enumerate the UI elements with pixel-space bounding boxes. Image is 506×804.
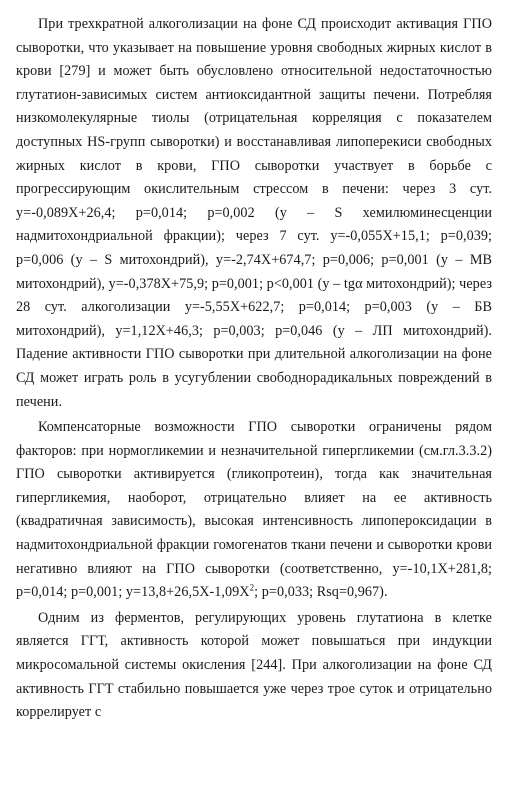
- paragraph-gpo-activation: [16, 13, 492, 414]
- paragraph-text-continued: ; p=0,033; Rsq=0,967).: [254, 584, 388, 601]
- paragraph-text: При трехкратной алкоголизации на фоне СД происходит активация ГПО сыворотки, что указывает на повышение уровня свободных жирных кислот в крови [279] и может быть обусловлено относительной недостаточностью глутатион-зависимых систем антиоксидантной защиты печени. Потребляя низкомолекулярные тиолы (отрицательная корреляция с показателем доступных HS-групп сыворотки) и восстанавливая липоперекиси свободных жирных кислот в крови, ГПО сыворотки участвует в борьбе с прогрессирующим окислительным стрессом в печени: через 3 сут. y=-0,089X+26,4; p=0,014; p=0,002 (y – S хемилюминесценции надмитохондриальной фракции); через 7 сут. y=-0,055X+15,1; p=0,039; p=0,006 (y – S митохондрий), y=-2,74X+674,7; p=0,006; p=0,001 (y – МВ митохондрий), y=-0,378X+75,9; p=0,001; p<0,001 (y – tgα митохондрий); через 28 сут. алкоголизации y=-5,55X+622,7; p=0,014; p=0,003 (y – БВ митохондрий), y=1,12X+46,3; p=0,003; p=0,046 (y – ЛП митохондрий). Падение активности ГПО сыворотки при длительной алкоголизации на фоне СД может играть роль в усугублении свободнорадикальных повреждений в печени.: [16, 16, 492, 410]
- paragraph-compensatory-capacity: [16, 416, 492, 605]
- superscript-exponent: 2: [249, 582, 255, 593]
- paragraph-ggt: [16, 607, 492, 725]
- paragraph-text: Одним из ферментов, регулирующих уровень глутатиона в клетке является ГГТ, активность которой может повышаться при индукции микросомальной системы окисления [244]. При алкоголизации на фоне СД активность ГГТ стабильно повышается уже через трое суток и отрицательно коррелирует с: [16, 609, 492, 721]
- paragraph-text: Компенсаторные возможности ГПО сыворотки ограничены рядом факторов: при нормогликемии и незначительной гипергликемии (см.гл.3.3.2) ГПО сыворотки активируется (гликопротеин), тогда как значительная гипергликемия, наоборот, отрицательно влияет на ее активность (квадратичная зависимость), высокая интенсивность липопероксидации в надмитохондриальной фракции гомогенатов ткани печени и сыворотки крови негативно влияют на ГПО сыворотки (соответственно, y=-10,1X+281,8; p=0,014; p=0,001; y=13,8+26,5X-1,09X: [16, 419, 492, 601]
